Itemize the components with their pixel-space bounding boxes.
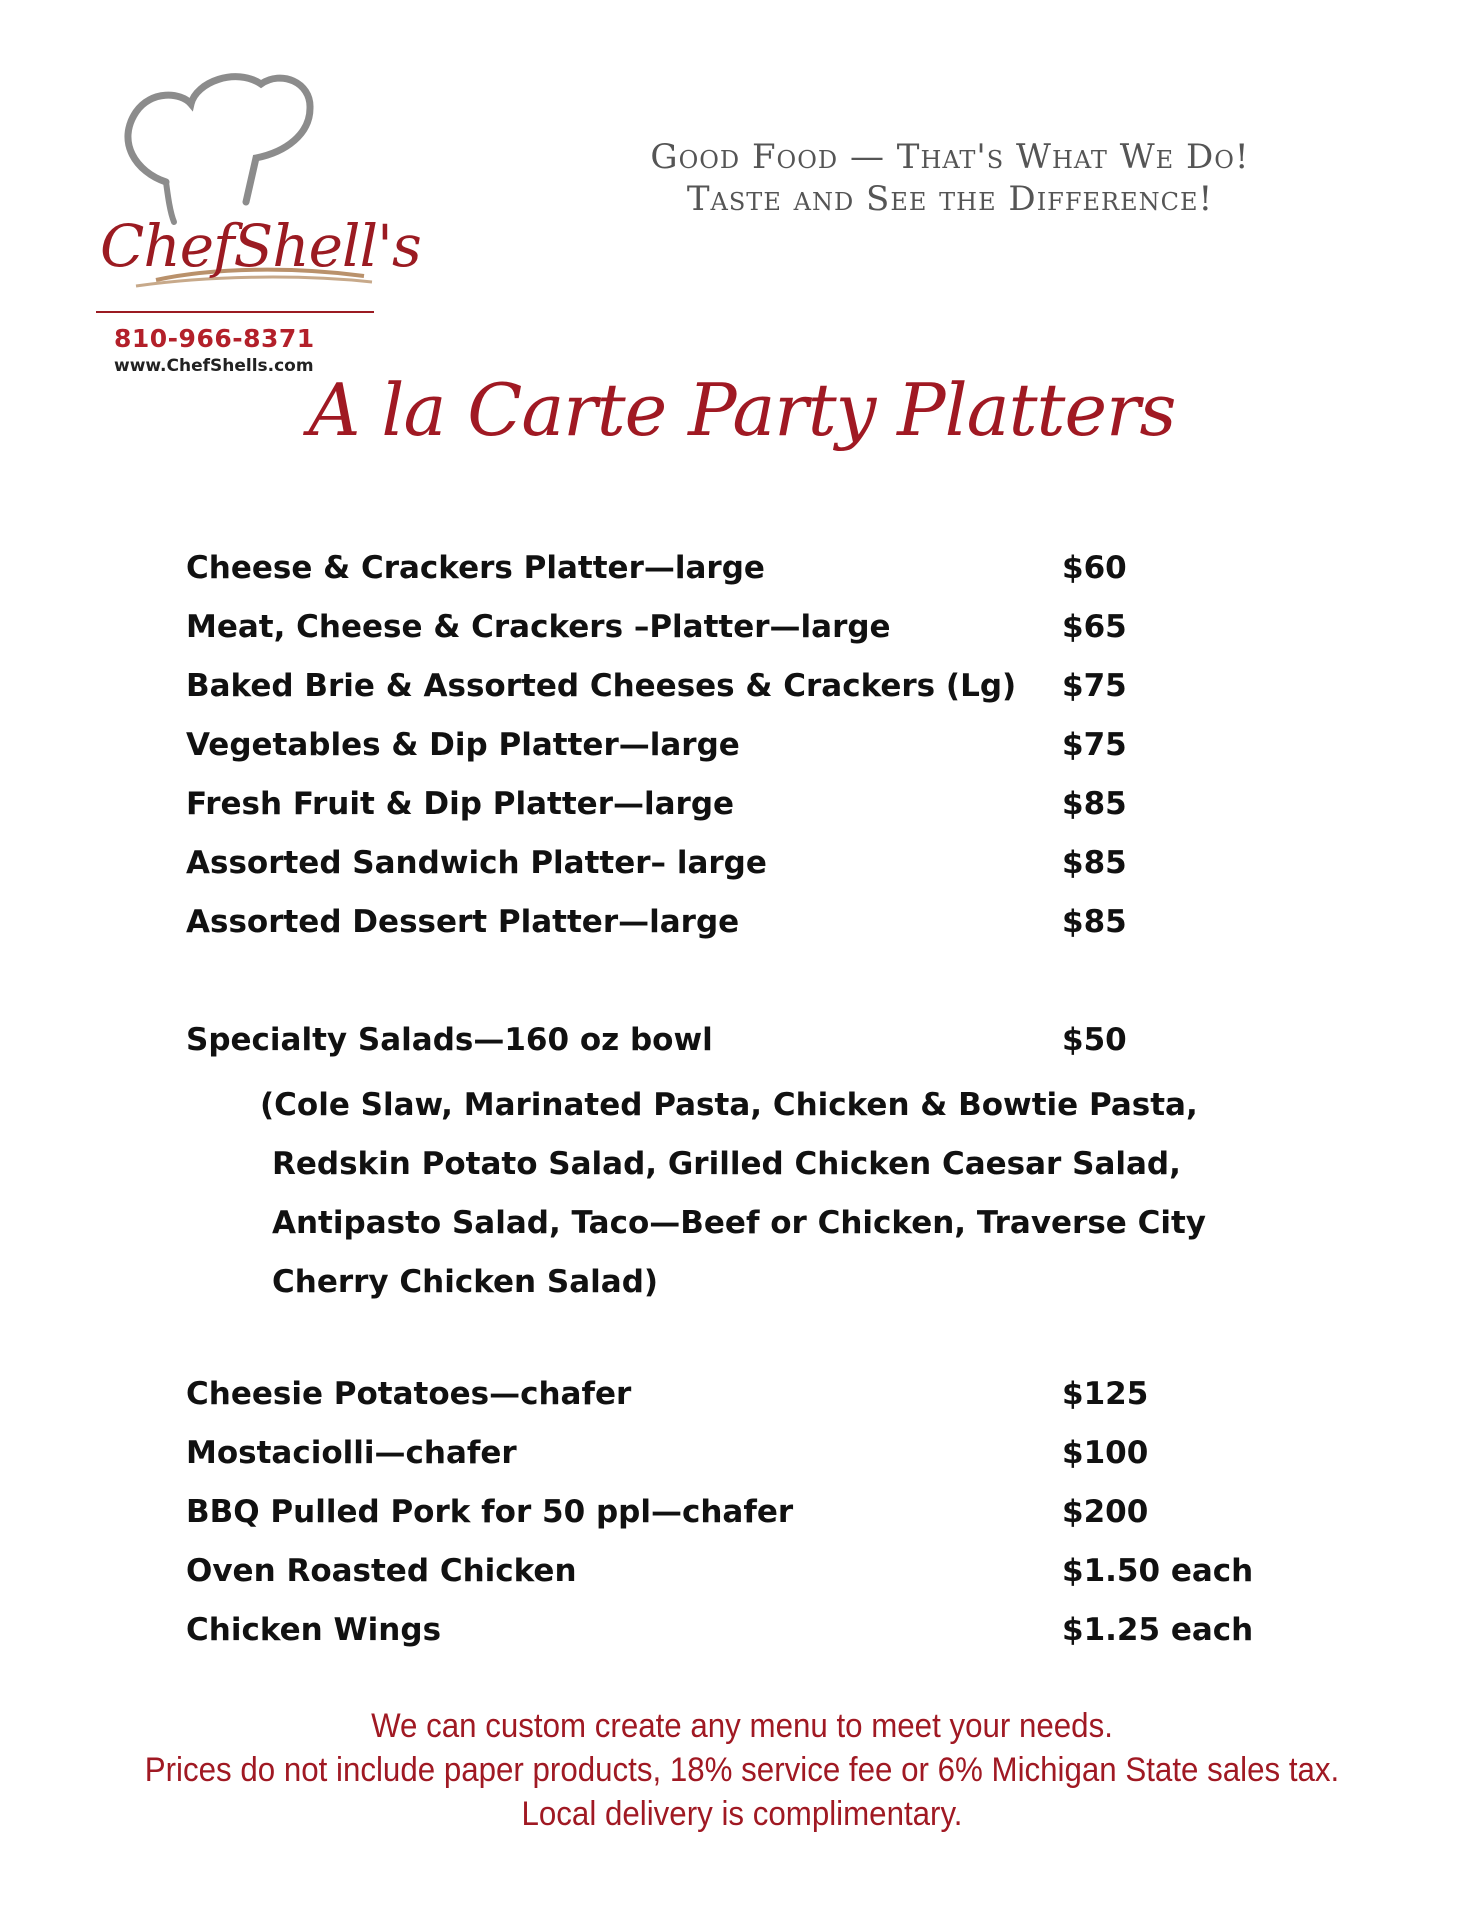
menu-item-name: Mostaciolli—chafer — [186, 1435, 517, 1471]
menu-item-name: Specialty Salads—160 oz bowl — [186, 1022, 713, 1058]
chef-hat-icon — [96, 62, 374, 324]
menu-item-name: Vegetables & Dip Platter—large — [186, 727, 740, 763]
menu-item-price: $125 — [1062, 1376, 1149, 1412]
menu-item-name: Assorted Dessert Platter—large — [186, 904, 740, 940]
menu-item — [186, 1553, 1316, 1597]
menu-item-price: $1.50 each — [1062, 1553, 1254, 1589]
salad-note-line: Cherry Chicken Salad) — [272, 1264, 659, 1300]
salad-note-line: (Cole Slaw, Marinated Pasta, Chicken & Bowtie Pasta, — [260, 1087, 1198, 1123]
menu-item — [186, 609, 1316, 653]
menu-item-price: $85 — [1062, 845, 1127, 881]
company-logo — [96, 62, 421, 376]
menu-item-name: Chicken Wings — [186, 1612, 442, 1648]
menu-item-name: Oven Roasted Chicken — [186, 1553, 577, 1589]
footer-line-custom-menu: We can custom create any menu to meet your needs. — [371, 1707, 1113, 1745]
menu-item-name: Cheese & Crackers Platter—large — [186, 550, 765, 586]
menu-item-price: $65 — [1062, 609, 1127, 645]
tagline-line-1: Good Food — That's What We Do! — [650, 137, 1250, 177]
menu-item — [186, 668, 1316, 712]
footer-notes — [59, 1704, 1424, 1836]
menu-item-price: $85 — [1062, 786, 1127, 822]
menu-item — [186, 904, 1316, 948]
menu-item-price: $75 — [1062, 668, 1127, 704]
menu-item-price: $50 — [1062, 1022, 1127, 1058]
menu-item — [186, 786, 1316, 830]
menu-item — [186, 1435, 1316, 1479]
salad-note-line: Redskin Potato Salad, Grilled Chicken Caesar Salad, — [272, 1146, 1181, 1182]
footer-line-pricing: Prices do not include paper products, 18% service fee or 6% Michigan State sales tax. — [144, 1751, 1340, 1789]
menu-item-name: BBQ Pulled Pork for 50 ppl—chafer — [186, 1494, 794, 1530]
menu-item-name: Fresh Fruit & Dip Platter—large — [186, 786, 735, 822]
menu-item — [186, 727, 1316, 771]
menu-item-price: $1.25 each — [1062, 1612, 1254, 1648]
menu-item-name: Meat, Cheese & Crackers –Platter—large — [186, 609, 891, 645]
menu-item-name: Assorted Sandwich Platter– large — [186, 845, 767, 881]
menu-item — [186, 1494, 1316, 1538]
menu-item-price: $60 — [1062, 550, 1127, 586]
menu-item-price: $200 — [1062, 1494, 1149, 1530]
menu-item — [186, 1612, 1316, 1656]
logo-website: www.ChefShells.com — [114, 356, 314, 376]
menu-item — [186, 550, 1316, 594]
menu-item-name: Cheesie Potatoes—chafer — [186, 1376, 632, 1412]
salad-note-line: Antipasto Salad, Taco—Beef or Chicken, Traverse City — [272, 1205, 1207, 1241]
menu-item-price: $85 — [1062, 904, 1127, 940]
page-title: A la Carte Party Platters — [308, 368, 1176, 452]
tagline — [540, 136, 1360, 220]
salad-options-note — [260, 1076, 1207, 1312]
menu-item-name: Baked Brie & Assorted Cheeses & Crackers (Lg) — [186, 668, 1017, 704]
menu-item-salads — [186, 1022, 1316, 1066]
logo-phone-number: 810-966-8371 — [114, 324, 315, 353]
menu-item-price: $75 — [1062, 727, 1127, 763]
tagline-line-2: Taste and See the Difference! — [686, 179, 1214, 219]
menu-item — [186, 1376, 1316, 1420]
footer-line-delivery: Local delivery is complimentary. — [521, 1795, 963, 1833]
logo-brand-name: ChefShell's — [100, 212, 421, 280]
menu-item-price: $100 — [1062, 1435, 1149, 1471]
menu-item — [186, 845, 1316, 889]
